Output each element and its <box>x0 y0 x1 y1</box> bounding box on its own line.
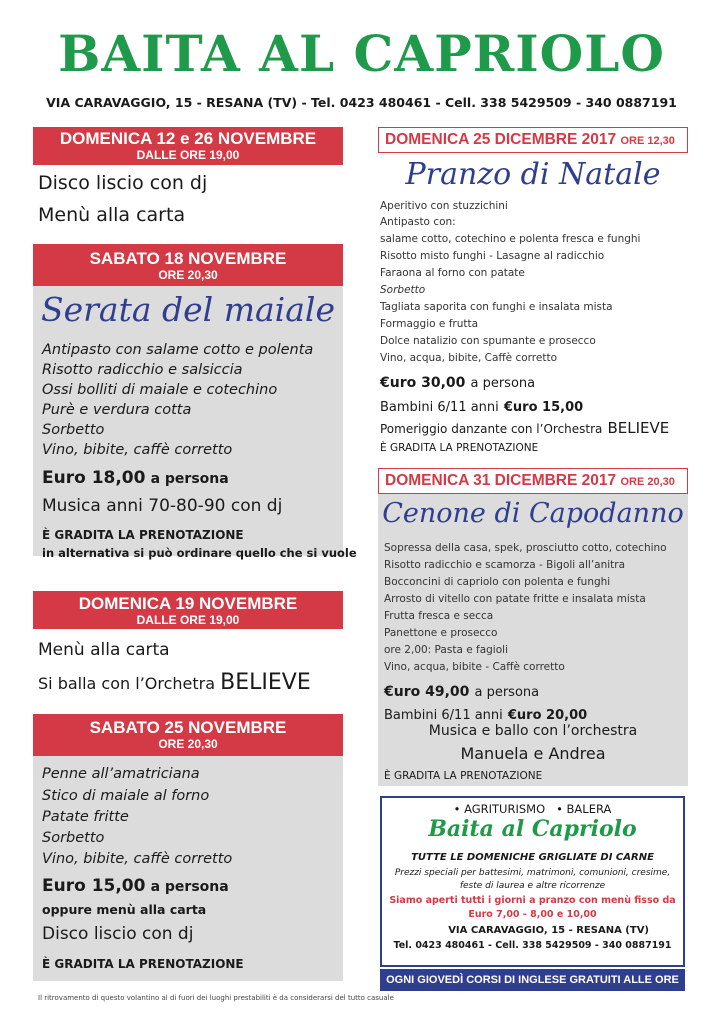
menu-item: Vino, acqua, bibite, Caffè corretto <box>380 352 558 364</box>
event-title: Cenone di Capodanno <box>382 498 684 529</box>
event-time: ORE 12,30 <box>620 135 675 147</box>
event-body-dec-31 <box>378 494 688 786</box>
menu-item: Penne all’amatriciana <box>42 766 200 782</box>
kids-price-line <box>380 396 583 415</box>
menu-item: Sorbetto <box>42 422 105 438</box>
music-line: Disco liscio con dj <box>42 924 194 944</box>
event-time: DALLE ORE 19,00 <box>136 148 240 162</box>
menu-item: Risotto misto funghi - Lasagne al radicchio <box>380 250 605 262</box>
menu-item: Purè e verdura cotta <box>42 402 192 418</box>
kids-label: Bambini 6/11 anni <box>384 708 503 723</box>
dance-band: BELIEVE <box>607 419 670 437</box>
band-line <box>38 670 311 695</box>
event-time: ORE 20,30 <box>158 737 218 751</box>
reservation-note: È GRADITA LA PRENOTAZIONE <box>42 957 244 971</box>
header-address: VIA CARAVAGGIO, 15 - RESANA (TV) - Tel. 0423 480461 - Cell. 338 5429509 - 340 0887191 <box>46 95 677 110</box>
price-suffix: a persona <box>470 376 536 391</box>
agri-open-line-2: Euro 7,00 - 8,00 e 10,00 <box>468 909 597 920</box>
event-line: Disco liscio con dj <box>38 172 208 194</box>
agri-tags: • AGRITURISMO • BALERA <box>453 802 612 816</box>
reservation-note: È GRADITA LA PRENOTAZIONE <box>384 770 543 782</box>
price-suffix: a persona <box>474 685 540 700</box>
menu-item: Stico di maiale al forno <box>42 788 210 804</box>
event-header-nov-19 <box>33 591 343 629</box>
menu-item: Aperitivo con stuzzichini <box>380 200 508 212</box>
price: Euro 18,00 <box>42 468 146 488</box>
menu-item: Risotto radicchio e scamorza - Bigoli all’anitra <box>384 559 626 571</box>
page-title: BAITA AL CAPRIOLO <box>58 24 665 83</box>
event-date: DOMENICA 12 e 26 NOVEMBRE <box>59 129 317 148</box>
agri-grill: TUTTE LE DOMENICHE GRIGLIATE DI CARNE <box>411 852 654 863</box>
agriturismo-box <box>380 796 685 967</box>
event-header-dec-31 <box>378 468 688 494</box>
event-line: Menù alla carta <box>38 204 186 226</box>
menu-item: Antipasto con: <box>380 216 456 228</box>
kids-price-line <box>384 704 587 723</box>
menu-item: Arrosto di vitello con patate fritte e insalata mista <box>384 593 646 605</box>
agri-address: VIA CARAVAGGIO, 15 - RESANA (TV) <box>448 925 649 936</box>
agri-special-line-2: feste di laurea e altre ricorrenze <box>459 881 606 891</box>
event-time: ORE 20,30 <box>158 268 218 282</box>
menu-item: Vino, bibite, caffè corretto <box>42 851 233 867</box>
kids-price: €uro 15,00 <box>503 400 584 415</box>
price-line <box>42 468 229 488</box>
event-time: DALLE ORE 19,00 <box>136 613 240 627</box>
event-title: Pranzo di Natale <box>405 157 661 192</box>
price-line <box>384 681 539 700</box>
event-title: Serata del maiale <box>41 290 335 329</box>
menu-item: Bocconcini di capriolo con polenta e funghi <box>384 576 611 588</box>
kids-label: Bambini 6/11 anni <box>380 400 499 415</box>
event-time: ORE 20,30 <box>620 476 675 488</box>
music-line: Musica e ballo con l’orchestra <box>428 723 638 739</box>
kids-price: €uro 20,00 <box>507 708 588 723</box>
menu-item: Patate fritte <box>42 809 129 825</box>
menu-item: Faraona al forno con patate <box>380 267 525 279</box>
menu-item: Frutta fresca e secca <box>384 610 494 622</box>
price-suffix: a persona <box>150 471 229 487</box>
event-date: DOMENICA 31 DICEMBRE 2017 <box>385 472 617 489</box>
dance-prefix: Pomeriggio danzante con l’Orchestra <box>380 422 603 436</box>
menu-item: Tagliata saporita con funghi e insalata mista <box>380 301 613 313</box>
menu-item: Dolce natalizio con spumante e prosecco <box>380 335 596 347</box>
reservation-note: È GRADITA LA PRENOTAZIONE <box>42 528 244 542</box>
event-date: SABATO 25 NOVEMBRE <box>89 718 287 737</box>
menu-item: Vino, bibite, caffè corretto <box>42 442 233 458</box>
english-course-banner: OGNI GIOVEDÌ CORSI DI INGLESE GRATUITI ALLE ORE 21,00 <box>380 969 685 991</box>
price-line <box>380 372 535 391</box>
price: €uro 49,00 <box>384 684 470 700</box>
menu-item: ore 2,00: Pasta e fagioli <box>384 644 508 656</box>
menu-item: Vino, acqua, bibite - Caffè corretto <box>384 661 565 673</box>
dance-line <box>380 418 669 437</box>
event-date: DOMENICA 19 NOVEMBRE <box>78 594 298 613</box>
alternative-note: in alternativa si può ordinare quello che si vuole <box>42 546 357 560</box>
price: €uro 30,00 <box>380 375 466 391</box>
event-date: DOMENICA 25 DICEMBRE 2017 <box>385 131 617 148</box>
band-name: BELIEVE <box>220 670 311 695</box>
event-header-nov-25 <box>33 714 343 756</box>
menu-item: salame cotto, cotechino e polenta fresca e funghi <box>380 233 641 245</box>
event-header-dec-25 <box>378 127 688 153</box>
agri-open-line-1: Siamo aperti tutti i giorni a pranzo con menù fisso da <box>389 895 676 906</box>
menu-item: Sorbetto <box>42 830 105 846</box>
price-line <box>42 876 229 896</box>
event-header-nov-18 <box>33 244 343 286</box>
band-name: Manuela e Andrea <box>460 744 606 763</box>
menu-item: Sorbetto <box>380 284 426 296</box>
price: Euro 15,00 <box>42 876 146 896</box>
price-suffix: a persona <box>150 879 229 895</box>
event-header-nov-12-26 <box>33 127 343 165</box>
music-line: Musica anni 70-80-90 con dj <box>42 496 283 516</box>
reservation-note: È GRADITA LA PRENOTAZIONE <box>380 442 539 454</box>
menu-item: Sopressa della casa, spek, prosciutto cotto, cotechino <box>384 542 667 554</box>
agri-name: Baita al Capriolo <box>428 816 637 842</box>
menu-item: Ossi bolliti di maiale e cotechino <box>42 382 278 398</box>
menu-item: Panettone e prosecco <box>384 627 498 639</box>
menu-item: Risotto radicchio e salsiccia <box>42 362 243 378</box>
agri-special-line-1: Prezzi speciali per battesimi, matrimoni, comunioni, cresime, <box>394 868 671 878</box>
footnote: Il ritrovamento di questo volantino al di fuori dei luoghi prestabiliti è da considerarsi del tutto casuale <box>38 994 394 1002</box>
agri-phones: Tel. 0423 480461 - Cell. 338 5429509 - 340 0887191 <box>393 940 672 951</box>
event-date: SABATO 18 NOVEMBRE <box>89 249 287 268</box>
menu-item: Antipasto con salame cotto e polenta <box>42 342 314 358</box>
event-line: Menù alla carta <box>38 640 170 660</box>
alternative-note: oppure menù alla carta <box>42 902 207 917</box>
band-prefix: Si balla con l’Orchetra <box>38 674 216 693</box>
menu-item: Formaggio e frutta <box>380 318 479 330</box>
